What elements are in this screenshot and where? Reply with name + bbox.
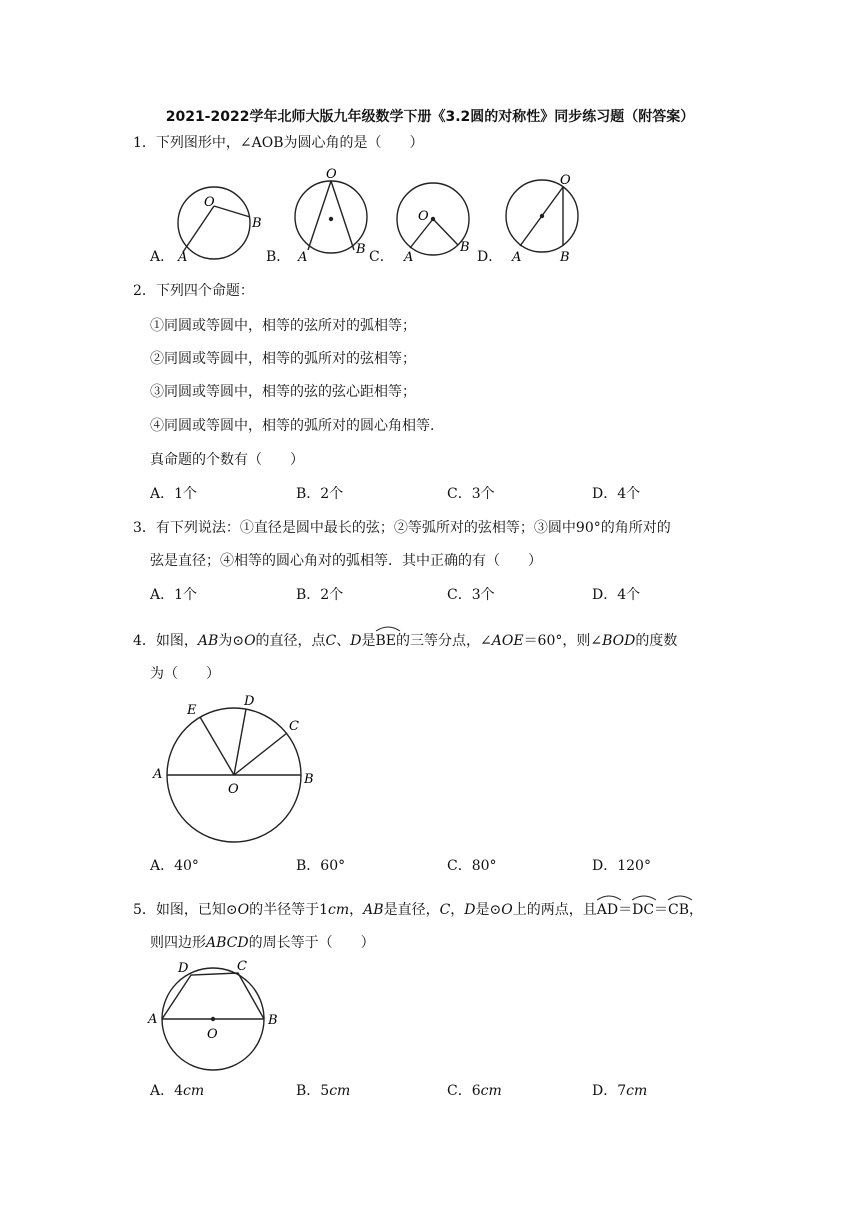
q2-option-c: C．3个 (447, 486, 495, 502)
q5-label-a: A (148, 1012, 158, 1027)
q2-item-2: ②同圆或等圆中，相等的弧所对的弦相等； (150, 351, 416, 367)
q2-stem: 2．下列四个命题： (133, 283, 254, 299)
q4-option-c: C．80° (447, 858, 497, 874)
q3-option-b: B．2个 (296, 587, 344, 603)
q2-item-4: ④同圆或等圆中，相等的弧所对的圆心角相等. (150, 418, 435, 434)
q5-option-b: B．5cm (296, 1083, 351, 1099)
q5-option-a: A．4cm (150, 1083, 205, 1099)
q1d-label-b: B (560, 250, 570, 265)
q2-item-1: ①同圆或等圆中，相等的弦所对的弧相等； (150, 318, 416, 334)
q1-option-b: B． (266, 249, 291, 265)
q1d-label-a: A (512, 250, 522, 265)
q3-option-c: C．3个 (447, 587, 495, 603)
q1-option-a: A． (150, 249, 175, 265)
q5-option-c: C．6cm (447, 1083, 502, 1099)
arc-dc: DC (632, 899, 654, 919)
q1a-label-o: O (204, 195, 215, 210)
q3-line-1: 3．有下列说法：①直径是圆中最长的弦；②等弧所对的弦相等；③圆中90°的角所对的 (133, 520, 671, 536)
q4-label-e: E (187, 703, 197, 718)
q3-option-d: D．4个 (592, 587, 641, 603)
q5-stem-line-2: 则四边形ABCD的周长等于（ ） (150, 935, 375, 951)
q1-option-c: C． (369, 249, 394, 265)
q1-figure-a (177, 187, 262, 265)
q1b-label-o: O (326, 167, 337, 182)
q1-stem: 1．下列图形中，∠AOB为圆心角的是（ ） (133, 135, 424, 151)
q5-label-d: D (178, 961, 189, 976)
q5-stem-line-1: 5．如图，已知⊙O的半径等于1cm，AB是直径，C，D是⊙O上的两点，且 AD＝ DC＝ CB， (133, 899, 703, 919)
q4-label-d: D (244, 694, 255, 709)
q1c-label-a: A (404, 250, 414, 265)
q1c-label-o: O (418, 209, 429, 224)
page-title: 2021-2022学年北师大版九年级数学下册《3.2圆的对称性》同步练习题（附答案） (165, 109, 695, 125)
q2-option-d: D．4个 (592, 486, 641, 502)
q2-option-b: B．2个 (296, 486, 344, 502)
q1c-label-b: B (460, 240, 470, 255)
q4-stem-line-1: 4．如图，AB为⊙O的直径，点C、D是 BE的三等分点，∠AOE＝60°，则∠BOD的度数 (133, 630, 677, 650)
arc-cb: CB (668, 899, 689, 919)
q1-option-d: D． (477, 249, 503, 265)
q4-figure (145, 690, 335, 850)
q1a-label-a: A (178, 250, 188, 265)
q5-option-d: D．7cm (592, 1083, 648, 1099)
q5-figure (145, 958, 290, 1080)
q1-figure-c (397, 183, 470, 265)
arc-ad: AD (597, 899, 618, 919)
q2-option-a: A．1个 (150, 486, 198, 502)
arc-be: BE (376, 630, 397, 650)
q1b-label-b: B (356, 242, 366, 257)
q4-label-a: A (153, 767, 163, 782)
q1-figure-d (506, 173, 578, 265)
q4-label-c: C (289, 719, 299, 734)
q4-option-a: A．40° (150, 858, 199, 874)
q2-question: 真命题的个数有（ ） (150, 452, 304, 468)
q2-item-3: ③同圆或等圆中，相等的弦的弦心距相等； (150, 384, 416, 400)
q1-figure-b (295, 167, 367, 265)
q3-line-2: 弦是直径；④相等的圆心角对的弧相等．其中正确的有（ ） (150, 553, 542, 569)
q1d-label-o: O (560, 173, 571, 188)
q4-label-o: O (228, 782, 239, 797)
q4-stem-line-2: 为（ ） (150, 666, 220, 682)
q4-option-d: D．120° (592, 858, 651, 874)
q1a-label-b: B (252, 216, 262, 231)
q1b-label-a: A (298, 250, 308, 265)
q5-label-c: C (237, 959, 247, 974)
q5-label-o: O (207, 1027, 218, 1042)
q3-option-a: A．1个 (150, 587, 198, 603)
q5-label-b: B (268, 1013, 278, 1028)
q4-label-b: B (304, 772, 314, 787)
q4-option-b: B．60° (296, 858, 346, 874)
